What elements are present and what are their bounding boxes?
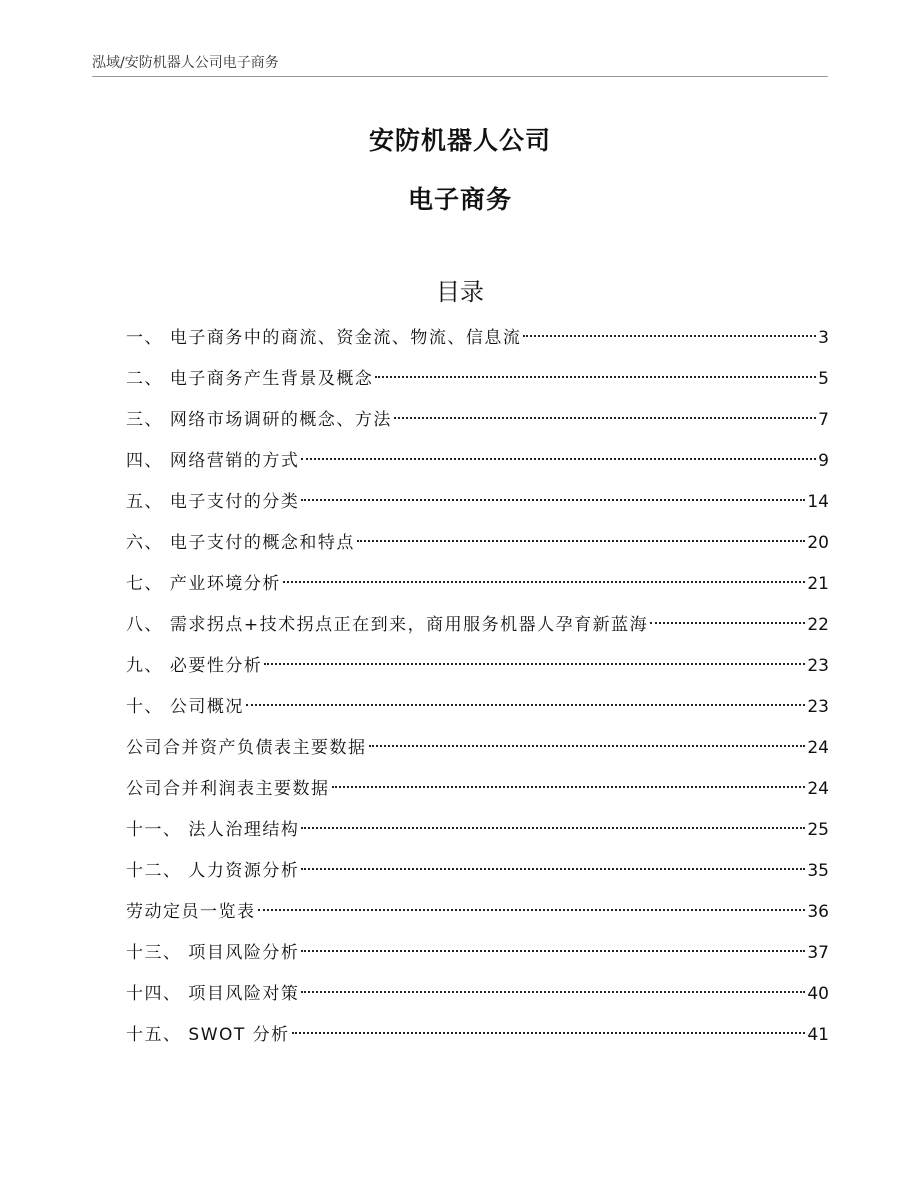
- toc-entry-page-number: 7: [818, 410, 829, 430]
- toc-entry[interactable]: [126, 441, 829, 482]
- page-header: 泓域/安防机器人公司电子商务: [92, 55, 279, 71]
- toc-entry-page-number: 23: [807, 697, 829, 717]
- toc-dot-leader: [264, 663, 805, 665]
- toc-entry-page-number: 14: [807, 492, 829, 512]
- toc-dot-leader: [301, 827, 805, 829]
- toc-entry-page-number: 36: [807, 902, 829, 922]
- toc-entry[interactable]: [126, 564, 829, 605]
- toc-entry-page-number: 21: [807, 574, 829, 594]
- toc-entry-label: 七、 产业环境分析: [126, 574, 281, 594]
- toc-entry[interactable]: [126, 605, 829, 646]
- toc-dot-leader: [283, 581, 805, 583]
- toc-entry[interactable]: [126, 687, 829, 728]
- toc-entry-page-number: 37: [807, 943, 829, 963]
- toc-entry-label: 公司合并资产负债表主要数据: [126, 738, 367, 758]
- toc-entry-page-number: 40: [807, 984, 829, 1004]
- document-title: 安防机器人公司: [368, 126, 551, 155]
- toc-entry-label: 劳动定员一览表: [126, 902, 256, 922]
- toc-dot-leader: [246, 704, 805, 706]
- toc-entry-label: 四、 网络营销的方式: [126, 451, 300, 471]
- toc-entry[interactable]: [126, 728, 829, 769]
- toc-heading: 目录: [436, 278, 484, 306]
- toc-dot-leader: [301, 458, 816, 460]
- toc-entry[interactable]: [126, 318, 829, 359]
- toc-entry[interactable]: [126, 523, 829, 564]
- toc-dot-leader: [523, 335, 816, 337]
- toc-entry-label: 十二、 人力资源分析: [126, 861, 300, 881]
- toc-entry-page-number: 3: [818, 328, 829, 348]
- toc-entry[interactable]: [126, 810, 829, 851]
- toc-entry[interactable]: [126, 974, 829, 1015]
- toc-dot-leader: [301, 950, 805, 952]
- toc-entry[interactable]: [126, 851, 829, 892]
- toc-dot-leader: [375, 376, 816, 378]
- toc-entry-page-number: 20: [807, 533, 829, 553]
- toc-entry-page-number: 5: [818, 369, 829, 389]
- toc-dot-leader: [258, 909, 806, 911]
- toc-entry-page-number: 41: [807, 1025, 829, 1045]
- toc-entry-label: 八、 需求拐点+技术拐点正在到来，商用服务机器人孕育新蓝海: [126, 615, 649, 635]
- toc-entry-page-number: 23: [807, 656, 829, 676]
- toc-entry[interactable]: [126, 933, 829, 974]
- toc-entry-page-number: 24: [807, 779, 829, 799]
- toc-entry[interactable]: [126, 769, 829, 810]
- toc-entry-label: 十、 公司概况: [126, 697, 244, 717]
- toc-entry-label: 十四、 项目风险对策: [126, 984, 300, 1004]
- toc-entry-label: 十五、 SWOT 分析: [126, 1025, 290, 1045]
- toc-entry[interactable]: [126, 892, 829, 933]
- document-subtitle: 电子商务: [407, 185, 512, 214]
- toc-entry-label: 二、 电子商务产生背景及概念: [126, 369, 374, 389]
- toc-entry-label: 公司合并利润表主要数据: [126, 779, 330, 799]
- toc-entry-page-number: 9: [818, 451, 829, 471]
- toc-dot-leader: [357, 540, 805, 542]
- toc-entry-label: 六、 电子支付的概念和特点: [126, 533, 355, 553]
- toc-entry[interactable]: [126, 400, 829, 441]
- toc-dot-leader: [292, 1032, 806, 1034]
- toc-entry-page-number: 25: [807, 820, 829, 840]
- toc-dot-leader: [301, 991, 805, 993]
- toc-dot-leader: [301, 868, 805, 870]
- toc-entry[interactable]: [126, 1015, 829, 1056]
- toc-dot-leader: [650, 622, 805, 624]
- toc-entry-page-number: 22: [807, 615, 829, 635]
- toc-entry-label: 十一、 法人治理结构: [126, 820, 300, 840]
- toc-dot-leader: [369, 745, 806, 747]
- toc-dot-leader: [332, 786, 806, 788]
- header-divider: [92, 76, 828, 77]
- toc-entry-label: 一、 电子商务中的商流、资金流、物流、信息流: [126, 328, 522, 348]
- toc-entry[interactable]: [126, 646, 829, 687]
- toc-entry-page-number: 35: [807, 861, 829, 881]
- toc-entry-page-number: 24: [807, 738, 829, 758]
- toc-dot-leader: [301, 499, 805, 501]
- toc-entry-label: 五、 电子支付的分类: [126, 492, 300, 512]
- table-of-contents: [126, 318, 829, 1056]
- toc-entry-label: 三、 网络市场调研的概念、方法: [126, 410, 392, 430]
- toc-entry[interactable]: [126, 482, 829, 523]
- toc-entry[interactable]: [126, 359, 829, 400]
- toc-entry-label: 十三、 项目风险分析: [126, 943, 300, 963]
- toc-entry-label: 九、 必要性分析: [126, 656, 263, 676]
- toc-dot-leader: [394, 417, 816, 419]
